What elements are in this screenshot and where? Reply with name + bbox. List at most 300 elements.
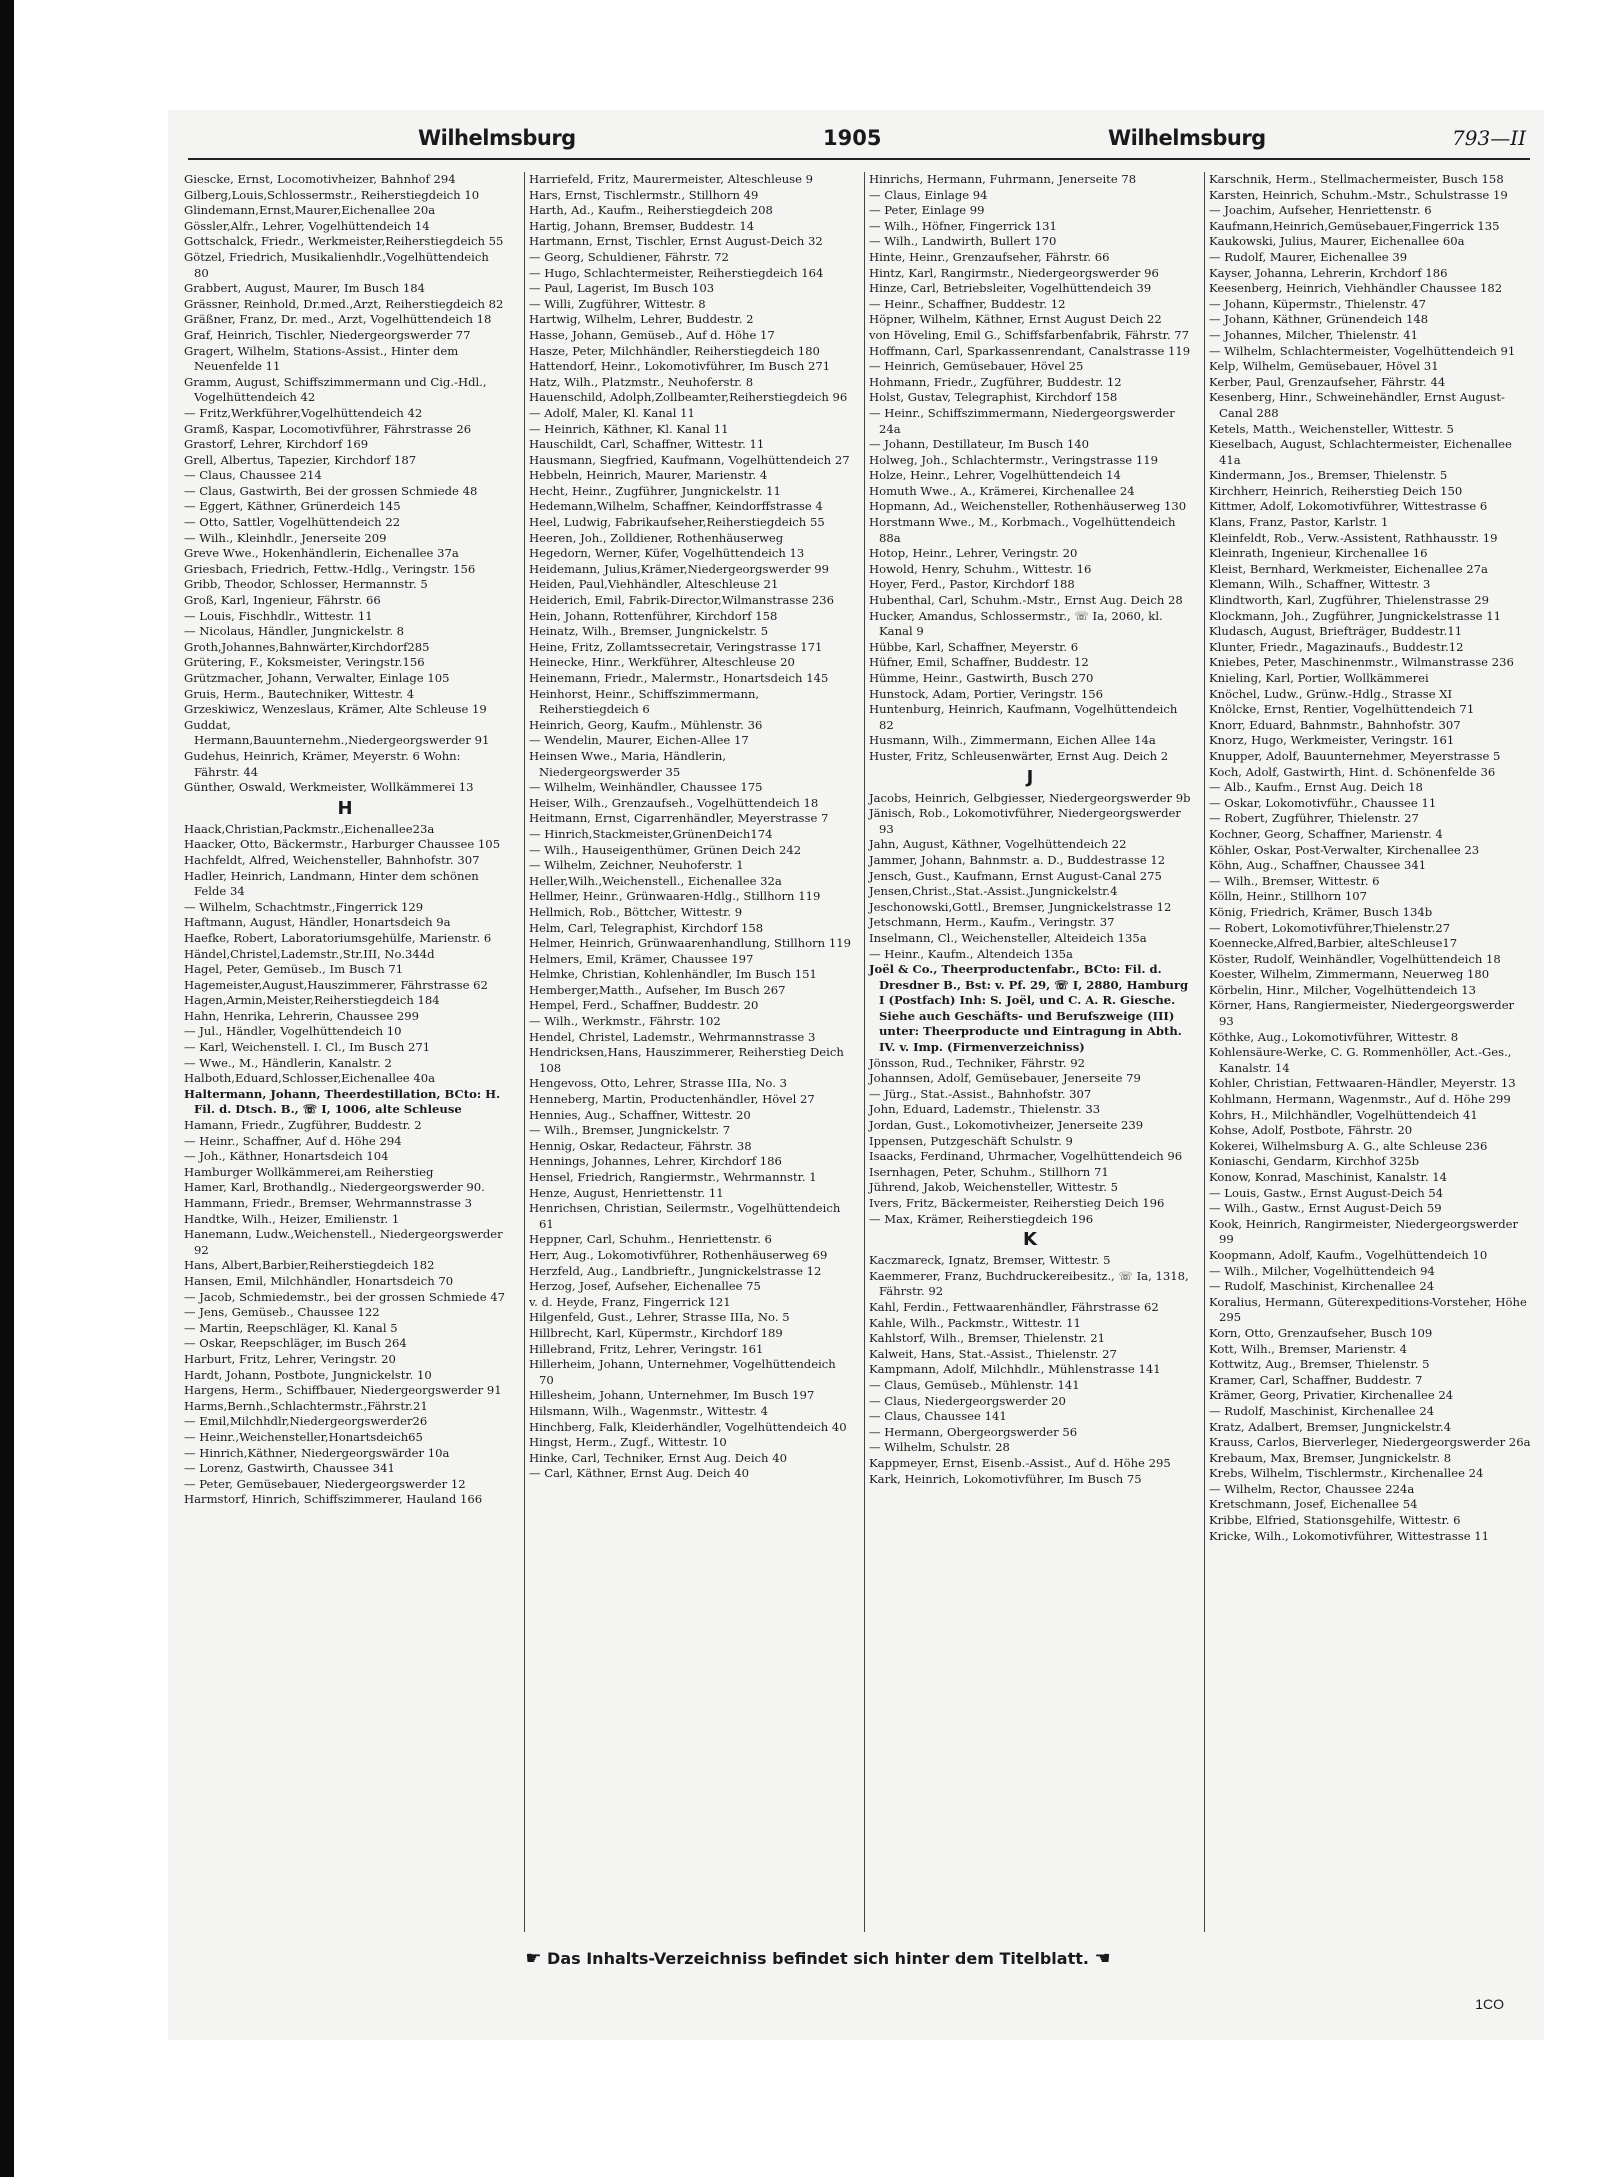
directory-entry: — Claus, Gemüseb., Mühlenstr. 141 <box>869 1377 1080 1392</box>
directory-entry: Jührend, Jakob, Weichensteller, Wittestr. 5 <box>869 1180 1119 1195</box>
directory-entry: Hamburger Wollkämmerei,am Reiherstieg <box>184 1164 434 1179</box>
directory-entry: — Wilhelm, Schulstr. 28 <box>869 1440 1010 1455</box>
directory-entry: Kahle, Wilh., Packmstr., Wittestr. 11 <box>869 1315 1081 1330</box>
directory-entry: Klans, Franz, Pastor, Karlstr. 1 <box>1209 515 1389 530</box>
directory-entry: Harriefeld, Fritz, Maurermeister, Alteschleuse 9 <box>529 172 814 186</box>
directory-entry: Isernhagen, Peter, Schuhm., Stillhorn 71 <box>869 1164 1109 1179</box>
directory-entry: — Emil,Milchhdlr,Niedergeorgswerder26 <box>184 1414 428 1429</box>
directory-entry: Hillesheim, Johann, Unternehmer, Im Busch 197 <box>529 1388 815 1403</box>
directory-entry: Ketels, Matth., Weichensteller, Wittestr. 5 <box>1209 421 1454 436</box>
directory-entry: Husmann, Wilh., Zimmermann, Eichen Allee 14a <box>869 733 1156 748</box>
directory-entry: Helmers, Emil, Krämer, Chaussee 197 <box>529 951 754 966</box>
directory-entry: Klunter, Friedr., Magazinaufs., Buddestr.12 <box>1209 639 1464 654</box>
directory-entry: Köhn, Aug., Schaffner, Chaussee 341 <box>1209 858 1427 873</box>
directory-entry: Hellmer, Heinr., Grünwaaren-Hdlg., Stillhorn 119 <box>529 889 821 904</box>
directory-entry: Koester, Wilhelm, Zimmermann, Neuerweg 180 <box>1209 967 1490 982</box>
directory-entry: Hemberger,Matth., Aufseher, Im Busch 267 <box>529 982 786 997</box>
directory-entry: Krebaum, Max, Bremser, Jungnickelstr. 8 <box>1209 1450 1452 1465</box>
directory-entry: — Wilh., Höfner, Fingerrick 131 <box>869 218 1057 233</box>
directory-entry: — Hinrich,Käthner, Niedergeorgswärder 10a <box>184 1445 450 1460</box>
directory-entry: — Rudolf, Maschinist, Kirchenallee 24 <box>1209 1279 1435 1294</box>
directory-entry: Hillebrand, Fritz, Lehrer, Veringstr. 161 <box>529 1341 764 1356</box>
directory-entry: Halboth,Eduard,Schlosser,Eichenallee 40a <box>184 1071 436 1086</box>
directory-entry: Grützmacher, Johann, Verwalter, Einlage 105 <box>184 671 450 685</box>
directory-entry: Köhler, Oskar, Post-Verwalter, Kirchenallee 23 <box>1209 842 1480 857</box>
directory-entry: Götzel, Friedrich, Musikalienhdlr.,Vogelhüttendeich 80 <box>184 249 489 280</box>
directory-entry: — Rudolf, Maurer, Eichenallee 39 <box>1209 249 1408 264</box>
directory-entry: Henrichsen, Christian, Seilermstr., Vogelhüttendeich 61 <box>529 1201 841 1231</box>
directory-entry: Holweg, Joh., Schlachtermstr., Veringstrasse 119 <box>869 452 1158 467</box>
directory-entry: Huster, Fritz, Schleusenwärter, Ernst Aug. Deich 2 <box>869 748 1169 763</box>
directory-entry: Hengevoss, Otto, Lehrer, Strasse IIIa, No. 3 <box>529 1076 787 1091</box>
directory-entry: — Wilh., Hauseigenthümer, Grünen Deich 242 <box>529 842 802 857</box>
directory-entry: — Wilh., Bremser, Wittestr. 6 <box>1209 873 1380 888</box>
header-place-left: Wilhelmsburg <box>418 126 576 150</box>
directory-entry: Hardt, Johann, Postbote, Jungnickelstr. 10 <box>184 1367 432 1382</box>
directory-entry: Heinecke, Hinr., Werkführer, Alteschleuse 20 <box>529 655 795 670</box>
directory-entry: Kretschmann, Josef, Eichenallee 54 <box>1209 1497 1418 1512</box>
directory-entry: Kahl, Ferdin., Fettwaarenhändler, Fährstrasse 62 <box>869 1299 1159 1314</box>
directory-entry: — Peter, Gemüsebauer, Niedergeorgswerder 12 <box>184 1476 466 1491</box>
directory-entry: Heinemann, Friedr., Malermstr., Honartsdeich 145 <box>529 671 829 685</box>
directory-entry: Krauss, Carlos, Bierverleger, Niedergeorgswerder 26a <box>1209 1435 1531 1450</box>
section-letter: K <box>1023 1229 1037 1251</box>
directory-entry: Hintz, Karl, Rangirmstr., Niedergeorgswerder 96 <box>869 265 1159 280</box>
pointing-hand-icon: ☛ <box>525 1948 542 1969</box>
directory-entry: Jeschonowski,Gottl., Bremser, Jungnickelstrasse 12 <box>869 899 1172 914</box>
directory-entry: Heller,Wilh.,Weichenstell., Eichenallee 32a <box>529 873 782 888</box>
directory-entry: — Claus, Niedergeorgswerder 20 <box>869 1393 1066 1408</box>
directory-entry: Kirchherr, Heinrich, Reiherstieg Deich 150 <box>1209 483 1463 498</box>
directory-entry: — Peter, Einlage 99 <box>869 203 985 218</box>
directory-entry: Haacker, Otto, Bäckermstr., Harburger Chaussee 105 <box>184 837 501 852</box>
directory-entry: Hunstock, Adam, Portier, Veringstr. 156 <box>869 686 1103 701</box>
directory-entry: Jammer, Johann, Bahnmstr. a. D., Buddestrasse 12 <box>869 852 1166 867</box>
directory-entry: Höpner, Wilhelm, Käthner, Ernst August Deich 22 <box>869 312 1162 327</box>
directory-entry: Gottschalck, Friedr., Werkmeister,Reiherstiegdeich 55 <box>184 234 504 249</box>
directory-entry: Gudehus, Heinrich, Krämer, Meyerstr. 6 Wohn: Fährstr. 44 <box>184 748 461 779</box>
directory-entry: Inselmann, Cl., Weichensteller, Alteideich 135a <box>869 930 1147 945</box>
directory-entry: — Martin, Reepschläger, Kl. Kanal 5 <box>184 1320 398 1335</box>
directory-entry: — Claus, Einlage 94 <box>869 187 988 202</box>
directory-entry: Glindemann,Ernst,Maurer,Eichenallee 20a <box>184 203 436 218</box>
directory-entry: Heiderich, Emil, Fabrik-Director,Wilmanstrasse 236 <box>529 593 834 608</box>
directory-entry: Kampmann, Adolf, Milchhdlr., Mühlenstrasse 141 <box>869 1362 1161 1377</box>
directory-entry: Hingst, Herm., Zugf., Wittestr. 10 <box>529 1435 727 1450</box>
directory-entry: Heinhorst, Heinr., Schiffszimmermann, Reiherstiegdeich 6 <box>529 686 760 717</box>
directory-entry: Köster, Rudolf, Weinhändler, Vogelhüttendeich 18 <box>1209 951 1501 966</box>
directory-entry: Koniaschi, Gendarm, Kirchhof 325b <box>1209 1154 1420 1169</box>
directory-entry: Grastorf, Lehrer, Kirchdorf 169 <box>184 437 369 452</box>
directory-entry: Gilberg,Louis,Schlossermstr., Reiherstiegdeich 10 <box>184 187 480 202</box>
directory-entry: Heine, Fritz, Zollamtssecretair, Veringstrasse 171 <box>529 639 823 654</box>
directory-entry: — Wilhelm, Zeichner, Neuhoferstr. 1 <box>529 858 744 873</box>
directory-entry: Kratz, Adalbert, Bremser, Jungnickelstr.4 <box>1209 1419 1452 1434</box>
directory-entry: Heeren, Joh., Zolldiener, Rothenhäuserweg <box>529 530 784 545</box>
directory-entry: — Wendelin, Maurer, Eichen-Allee 17 <box>529 733 749 748</box>
directory-entry: Heidemann, Julius,Krämer,Niedergeorgswerder 99 <box>529 561 830 576</box>
directory-entry: Hadler, Heinrich, Landmann, Hinter dem schönen Felde 34 <box>184 868 479 899</box>
directory-entry: Haefke, Robert, Laboratoriumsgehülfe, Marienstr. 6 <box>184 930 492 945</box>
directory-entry: — Claus, Chaussee 141 <box>869 1409 1007 1424</box>
directory-entry: Knorz, Hugo, Werkmeister, Veringstr. 161 <box>1209 733 1455 748</box>
directory-entry: Hachfeldt, Alfred, Weichensteller, Bahnhofstr. 307 <box>184 852 480 867</box>
directory-entry: Kieselbach, August, Schlachtermeister, Eichenallee 41a <box>1209 437 1512 467</box>
directory-entry: — Claus, Chaussee 214 <box>184 468 322 483</box>
directory-entry: — Fritz,Werkführer,Vogelhüttendeich 42 <box>184 405 423 420</box>
directory-entry: Hauschildt, Carl, Schaffner, Wittestr. 11 <box>529 437 765 452</box>
directory-entry: Hinrichs, Hermann, Fuhrmann, Jenerseite 78 <box>869 172 1137 186</box>
directory-entry: Hoyer, Ferd., Pastor, Kirchdorf 188 <box>869 577 1075 592</box>
directory-entry: Jacobs, Heinrich, Gelbgiesser, Niedergeorgswerder 9b <box>869 790 1191 805</box>
directory-entry: Kleist, Bernhard, Werkmeister, Eichenallee 27a <box>1209 561 1488 576</box>
directory-entry: Körbelin, Hinr., Milcher, Vogelhüttendeich 13 <box>1209 982 1477 997</box>
directory-entry: Hargens, Herm., Schiffbauer, Niedergeorgswerder 91 <box>184 1383 502 1398</box>
directory-entry: Kleinfeldt, Rob., Verw.-Assistent, Rathhausstr. 19 <box>1209 530 1498 545</box>
directory-entry: Heiser, Wilh., Grenzaufseh., Vogelhüttendeich 18 <box>529 795 819 810</box>
directory-entry: Kohrs, H., Milchhändler, Vogelhüttendeich 41 <box>1209 1107 1478 1122</box>
directory-entry: Hedemann,Wilhelm, Schaffner, Keindorffstrasse 4 <box>529 499 823 514</box>
directory-entry: Knorr, Eduard, Bahnmstr., Bahnhofstr. 307 <box>1209 717 1461 732</box>
directory-entry: Heinatz, Wilh., Bremser, Jungnickelstr. 5 <box>529 624 769 639</box>
directory-entry: Hinze, Carl, Betriebsleiter, Vogelhüttendeich 39 <box>869 281 1152 296</box>
directory-entry: Händel,Christel,Lademstr.,Str.III, No.344d <box>184 946 435 961</box>
directory-entry: — Heinr., Schaffner, Auf d. Höhe 294 <box>184 1133 402 1148</box>
directory-entry: Köthke, Aug., Lokomotivführer, Wittestr. 8 <box>1209 1029 1459 1044</box>
directory-entry: Hammann, Friedr., Bremser, Wehrmannstrasse 3 <box>184 1196 473 1210</box>
directory-entry: Kaufmann,Heinrich,Gemüsebauer,Fingerrick 135 <box>1209 218 1500 233</box>
directory-entry: Kindermann, Jos., Bremser, Thielenstr. 5 <box>1209 468 1448 483</box>
directory-entry: Joël & Co., Theerproductenfabr., BCto: Fil. d. Dresdner B., Bst: v. Pf. 29, ☏ I, 2880, Hamburg I (Postfach) Inh: S. Joël, und C. A. R. Giesche. Siehe auch Geschäfts- und Berufszweige (III) unter: Theerproducte und Eintragung in Abth. IV. v. Imp. (Firmenverzeichniss) <box>869 962 1189 1055</box>
directory-entry: Gragert, Wilhelm, Stations-Assist., Hinter dem Neuenfelde 11 <box>184 343 459 374</box>
directory-entry: — Wilhelm, Weinhändler, Chaussee 175 <box>529 780 763 795</box>
directory-entry: Haftmann, August, Händler, Honartsdeich 9a <box>184 915 451 930</box>
directory-entry: Hillbrecht, Karl, Küpermstr., Kirchdorf 189 <box>529 1325 783 1340</box>
directory-entry: Hagemeister,August,Hauszimmerer, Fährstrasse 62 <box>184 977 488 992</box>
scan-border <box>0 0 14 2177</box>
directory-entry: Hucker, Amandus, Schlossermstr., ☏ Ia, 2060, kl. Kanal 9 <box>869 608 1163 639</box>
directory-entry: — Hermann, Obergeorgswerder 56 <box>869 1424 1078 1439</box>
directory-entry: Howold, Henry, Schuhm., Wittestr. 16 <box>869 561 1092 576</box>
directory-entry: Jensch, Gust., Kaufmann, Ernst August-Canal 275 <box>869 868 1162 883</box>
directory-entry: — Johann, Käthner, Grünendeich 148 <box>1209 312 1429 327</box>
directory-entry: Heinrich, Georg, Kaufm., Mühlenstr. 36 <box>529 717 763 732</box>
directory-entry: Kohlmann, Hermann, Wagenmstr., Auf d. Höhe 299 <box>1209 1092 1511 1107</box>
directory-entry: Keesenberg, Heinrich, Viehhändler Chaussee 182 <box>1209 281 1503 296</box>
directory-entry: Grell, Albertus, Tapezier, Kirchdorf 187 <box>184 452 417 467</box>
running-header <box>188 124 1530 160</box>
directory-entry: Hüfner, Emil, Schaffner, Buddestr. 12 <box>869 655 1089 670</box>
directory-entry: — Heinr., Schaffner, Buddestr. 12 <box>869 296 1066 311</box>
directory-entry: Kohler, Christian, Fettwaaren-Händler, Meyerstr. 13 <box>1209 1076 1516 1091</box>
directory-entry: — Max, Krämer, Reiherstiegdeich 196 <box>869 1211 1094 1226</box>
directory-entry: — Otto, Sattler, Vogelhüttendeich 22 <box>184 515 401 530</box>
directory-entry: Ivers, Fritz, Bäckermeister, Reiherstieg Deich 196 <box>869 1196 1165 1210</box>
directory-entry: Griesbach, Friedrich, Fettw.-Hdlg., Veringstr. 156 <box>184 561 476 576</box>
directory-entry: Isaacks, Ferdinand, Uhrmacher, Vogelhüttendeich 96 <box>869 1149 1183 1164</box>
directory-entry: Hasse, Johann, Gemüseb., Auf d. Höhe 17 <box>529 327 775 342</box>
pointing-hand-icon: ☚ <box>1094 1948 1111 1969</box>
directory-entry: Heel, Ludwig, Fabrikaufseher,Reiherstiegdeich 55 <box>529 515 825 530</box>
directory-entry: Jänisch, Rob., Lokomotivführer, Niedergeorgswerder 93 <box>869 806 1181 836</box>
directory-entry: Hennings, Johannes, Lehrer, Kirchdorf 186 <box>529 1154 782 1169</box>
directory-entry: — Louis, Gastw., Ernst August-Deich 54 <box>1209 1185 1444 1200</box>
section-letter: H <box>337 797 353 819</box>
directory-entry: Greve Wwe., Hokenhändlerin, Eichenallee 37a <box>184 546 459 561</box>
directory-entry: Gruis, Herm., Bautechniker, Wittestr. 4 <box>184 686 415 701</box>
directory-entry: — Hugo, Schlachtermeister, Reiherstiegdeich 164 <box>529 265 824 280</box>
directory-entry: Henneberg, Martin, Productenhändler, Hövel 27 <box>529 1092 815 1107</box>
directory-entry: Hubenthal, Carl, Schuhm.-Mstr., Ernst Aug. Deich 28 <box>869 593 1183 608</box>
directory-entry: — Heinr., Kaufm., Altendeich 135a <box>869 946 1073 961</box>
directory-entry: Hartig, Johann, Bremser, Buddestr. 14 <box>529 218 755 233</box>
directory-entry: Hanemann, Ludw.,Weichenstell., Niedergeorgswerder 92 <box>184 1227 503 1257</box>
directory-entry: Kokerei, Wilhelmsburg A. G., alte Schleuse 236 <box>1209 1138 1488 1153</box>
directory-entry: Hohmann, Friedr., Zugführer, Buddestr. 12 <box>869 374 1122 389</box>
directory-entry: Harms,Bernh.,Schlachtermstr.,Fährstr.21 <box>184 1398 428 1413</box>
directory-entry: Gräßner, Franz, Dr. med., Arzt, Vogelhüttendeich 18 <box>184 312 492 327</box>
directory-entry: Herr, Aug., Lokomotivführer, Rothenhäuserweg 69 <box>529 1247 828 1262</box>
directory-entry: Hempel, Ferd., Schaffner, Buddestr. 20 <box>529 998 759 1013</box>
directory-entry: — Robert, Zugführer, Thielenstr. 27 <box>1209 811 1419 826</box>
directory-entry: — Johann, Destillateur, Im Busch 140 <box>869 437 1089 452</box>
directory-entry: — Wilh., Werkmstr., Fährstr. 102 <box>529 1014 721 1029</box>
directory-entry: John, Eduard, Lademstr., Thielenstr. 33 <box>869 1102 1101 1117</box>
directory-entry: Herzfeld, Aug., Landbrieftr., Jungnickelstrasse 12 <box>529 1263 822 1278</box>
directory-entry: Kölln, Heinr., Stillhorn 107 <box>1209 889 1368 904</box>
directory-entry: — Hinrich,Stackmeister,GrünenDeich174 <box>529 826 773 841</box>
directory-entry: Handtke, Wilh., Heizer, Emilienstr. 1 <box>184 1211 400 1226</box>
directory-entry: — Wilh., Milcher, Vogelhüttendeich 94 <box>1209 1263 1435 1278</box>
directory-entry: Klockmann, Joh., Zugführer, Jungnickelstrasse 11 <box>1209 608 1501 623</box>
directory-entry: Knupper, Adolf, Bauunternehmer, Meyerstrasse 5 <box>1209 748 1501 763</box>
directory-entry: Holze, Heinr., Lehrer, Vogelhüttendeich 14 <box>869 468 1121 483</box>
directory-entry: — Louis, Fischhdlr., Wittestr. 11 <box>184 608 373 623</box>
directory-entry: Helm, Carl, Telegraphist, Kirchdorf 158 <box>529 920 764 935</box>
directory-entry: Hagel, Peter, Gemüseb., Im Busch 71 <box>184 962 404 977</box>
directory-entry: Jensen,Christ.,Stat.-Assist.,Jungnickelstr.4 <box>869 884 1118 899</box>
directory-entry: — Joh., Käthner, Honartsdeich 104 <box>184 1149 389 1164</box>
directory-entry: Hebbeln, Heinrich, Maurer, Marienstr. 4 <box>529 468 768 483</box>
column-3 <box>864 172 1191 1932</box>
directory-entry: — Robert, Lokomotivführer,Thielenstr.27 <box>1209 920 1451 935</box>
directory-entry: Hasze, Peter, Milchhändler, Reiherstiegdeich 180 <box>529 343 820 358</box>
directory-entry: — Georg, Schuldiener, Fährstr. 72 <box>529 249 729 264</box>
directory-entry: Haltermann, Johann, Theerdestillation, BCto: H. Fil. d. Dtsch. B., ☏ I, 1006, alte Schleuse <box>184 1086 501 1117</box>
directory-entry: Grzeskiwicz, Wenzeslaus, Krämer, Alte Schleuse 19 <box>184 702 487 717</box>
directory-entry: — Jul., Händler, Vogelhüttendeich 10 <box>184 1024 402 1039</box>
directory-entry: — Wilhelm, Schlachtermeister, Vogelhüttendeich 91 <box>1209 343 1516 358</box>
directory-entry: Konow, Konrad, Maschinist, Kanalstr. 14 <box>1209 1170 1447 1184</box>
directory-entry: Hattendorf, Heinr., Lokomotivführer, Im Busch 271 <box>529 359 831 374</box>
directory-entry: — Wilhelm, Schachtmstr.,Fingerrick 129 <box>184 899 424 914</box>
directory-entry: Homuth Wwe., A., Krämerei, Kirchenallee 24 <box>869 483 1135 498</box>
directory-entry: — Heinr.,Weichensteller,Honartsdeich65 <box>184 1429 423 1444</box>
directory-entry: Korn, Otto, Grenzaufseher, Busch 109 <box>1209 1325 1433 1340</box>
directory-entry: Kott, Wilh., Bremser, Marienstr. 4 <box>1209 1341 1408 1356</box>
directory-entry: Hagen,Armin,Meister,Reiherstiegdeich 184 <box>184 993 440 1008</box>
column-1 <box>184 172 506 1932</box>
directory-entry: Hars, Ernst, Tischlermstr., Stillhorn 49 <box>529 187 759 202</box>
directory-entry: Hahn, Henrika, Lehrerin, Chaussee 299 <box>184 1008 419 1023</box>
directory-entry: Groß, Karl, Ingenieur, Fährstr. 66 <box>184 593 381 608</box>
directory-entry: Harmstorf, Hinrich, Schiffszimmerer, Hauland 166 <box>184 1492 483 1507</box>
directory-entry: Karsten, Heinrich, Schuhm.-Mstr., Schulstrasse 19 <box>1209 187 1508 202</box>
directory-entry: — Jacob, Schmiedemstr., bei der grossen Schmiede 47 <box>184 1289 506 1304</box>
directory-entry: Kaczmareck, Ignatz, Bremser, Wittestr. 5 <box>869 1253 1111 1268</box>
directory-entry: — Willi, Zugführer, Wittestr. 8 <box>529 296 706 311</box>
directory-entry: Holst, Gustav, Telegraphist, Kirchdorf 158 <box>869 390 1118 405</box>
directory-entry: Kribbe, Elfried, Stationsgehilfe, Wittestr. 6 <box>1209 1513 1461 1528</box>
directory-entry: Jahn, August, Käthner, Vogelhüttendeich 22 <box>869 837 1127 852</box>
directory-entry: Kricke, Wilh., Lokomotivführer, Wittestrasse 11 <box>1209 1528 1490 1543</box>
directory-entry: Karschnik, Herm., Stellmachermeister, Busch 158 <box>1209 172 1504 186</box>
directory-entry: Hatz, Wilh., Platzmstr., Neuhoferstr. 8 <box>529 374 754 389</box>
directory-entry: Hilsmann, Wilh., Wagenmstr., Wittestr. 4 <box>529 1403 769 1418</box>
directory-entry: — Wilh., Gastw., Ernst August-Deich 59 <box>1209 1201 1442 1216</box>
directory-entry: Johannsen, Adolf, Gemüsebauer, Jenerseite 79 <box>869 1071 1141 1086</box>
directory-entry: Haack,Christian,Packmstr.,Eichenallee23a <box>184 821 435 836</box>
directory-entry: Heinsen Wwe., Maria, Händlerin, Niedergeorgswerder 35 <box>529 748 727 779</box>
directory-entry: Hendel, Christel, Lademstr., Wehrmannstrasse 3 <box>529 1029 816 1044</box>
directory-entry: Kaemmerer, Franz, Buchdruckereibesitz., ☏ Ia, 1318, Fährstr. 92 <box>869 1268 1189 1299</box>
directory-entry: Giescke, Ernst, Locomotivheizer, Bahnhof 294 <box>184 172 456 186</box>
directory-entry: Klindtworth, Karl, Zugführer, Thielenstrasse 29 <box>1209 593 1490 608</box>
directory-entry: Klemann, Wilh., Schaffner, Wittestr. 3 <box>1209 577 1431 592</box>
directory-entry: Kramer, Carl, Schaffner, Buddestr. 7 <box>1209 1372 1423 1387</box>
directory-entry: Heitmann, Ernst, Cigarrenhändler, Meyerstrasse 7 <box>529 811 829 826</box>
directory-entry: — Oskar, Lokomotivführ., Chaussee 11 <box>1209 795 1437 810</box>
directory-entry: Koopmann, Adolf, Kaufm., Vogelhüttendeich 10 <box>1209 1247 1488 1262</box>
directory-entry: Helmer, Heinrich, Grünwaarenhandlung, Stillhorn 119 <box>529 936 851 951</box>
directory-entry: Kniebes, Peter, Maschinenmstr., Wilmanstrasse 236 <box>1209 655 1514 670</box>
directory-entry: — Heinr., Schiffszimmermann, Niedergeorgswerder 24a <box>869 405 1175 436</box>
directory-entry: — Claus, Gastwirth, Bei der grossen Schmiede 48 <box>184 483 478 498</box>
directory-entry: Kochner, Georg, Schaffner, Marienstr. 4 <box>1209 826 1443 841</box>
directory-entry: Hillerheim, Johann, Unternehmer, Vogelhüttendeich 70 <box>529 1357 836 1387</box>
directory-entry: Huntenburg, Heinrich, Kaufmann, Vogelhüttendeich 82 <box>869 702 1178 732</box>
directory-entry: Hennig, Oskar, Redacteur, Fährstr. 38 <box>529 1138 752 1153</box>
directory-entry: Kittmer, Adolf, Lokomotivführer, Wittestrasse 6 <box>1209 499 1488 514</box>
directory-entry: — Rudolf, Maschinist, Kirchenallee 24 <box>1209 1403 1435 1418</box>
directory-entry: Hans, Albert,Barbier,Reiherstiegdeich 182 <box>184 1258 435 1273</box>
directory-entry: König, Friedrich, Krämer, Busch 134b <box>1209 904 1433 919</box>
directory-entry: Kahlstorf, Wilh., Bremser, Thielenstr. 21 <box>869 1331 1105 1346</box>
directory-entry: Hecht, Heinr., Zugführer, Jungnickelstr. 11 <box>529 483 781 498</box>
directory-entry: Kottwitz, Aug., Bremser, Thielenstr. 5 <box>1209 1357 1430 1372</box>
directory-entry: Kelp, Wilhelm, Gemüsebauer, Hövel 31 <box>1209 359 1439 374</box>
directory-entry: — Lorenz, Gastwirth, Chaussee 341 <box>184 1461 395 1476</box>
directory-entry: Heiden, Paul,Viehhändler, Alteschleuse 21 <box>529 577 779 592</box>
directory-entry: Hümme, Heinr., Gastwirth, Busch 270 <box>869 671 1094 685</box>
directory-entry: — Alb., Kaufm., Ernst Aug. Deich 18 <box>1209 780 1423 795</box>
directory-entry: Hotop, Heinr., Lehrer, Veringstr. 20 <box>869 546 1078 561</box>
directory-entry: Hegedorn, Werner, Küfer, Vogelhüttendeich 13 <box>529 546 805 561</box>
column-2 <box>524 172 851 1932</box>
directory-entry: — Jens, Gemüseb., Chaussee 122 <box>184 1305 380 1320</box>
directory-entry: Kludasch, August, Briefträger, Buddestr.11 <box>1209 624 1463 639</box>
directory-entry: — Johann, Küpermstr., Thielenstr. 47 <box>1209 296 1427 311</box>
directory-entry: Hopmann, Ad., Weichensteller, Rothenhäuserweg 130 <box>869 499 1187 514</box>
directory-entry: — Wwe., M., Händlerin, Kanalstr. 2 <box>184 1055 392 1070</box>
directory-entry: Koralius, Hermann, Güterexpeditions-Vorsteher, Höhe 295 <box>1209 1294 1527 1325</box>
directory-entry: — Adolf, Maler, Kl. Kanal 11 <box>529 405 695 420</box>
directory-entry: Gramß, Kaspar, Locomotivführer, Fährstrasse 26 <box>184 421 472 436</box>
directory-entry: Jönsson, Rud., Techniker, Fährstr. 92 <box>869 1055 1086 1070</box>
column-4 <box>1204 172 1531 1932</box>
directory-entry: Kohse, Adolf, Postbote, Fährstr. 20 <box>1209 1123 1413 1138</box>
header-place-right: Wilhelmsburg <box>1108 126 1266 150</box>
directory-entry: Kleinrath, Ingenieur, Kirchenallee 16 <box>1209 546 1428 561</box>
directory-entry: Grässner, Reinhold, Dr.med.,Arzt, Reiherstiegdeich 82 <box>184 296 504 311</box>
directory-entry: Jordan, Gust., Lokomotivheizer, Jenerseite 239 <box>869 1118 1144 1133</box>
directory-entry: Kesenberg, Hinr., Schweinehändler, Ernst August-Canal 288 <box>1209 390 1505 420</box>
directory-entry: Hinte, Heinr., Grenzaufseher, Fährstr. 66 <box>869 249 1110 264</box>
directory-entry: Gribb, Theodor, Schlosser, Hermannstr. 5 <box>184 577 428 592</box>
directory-entry: Kaukowski, Julius, Maurer, Eichenallee 60a <box>1209 234 1465 249</box>
directory-entry: Hein, Johann, Rottenführer, Kirchdorf 158 <box>529 608 778 623</box>
directory-entry: Krämer, Georg, Privatier, Kirchenallee 24 <box>1209 1388 1454 1403</box>
directory-entry: — Joachim, Aufseher, Henriettenstr. 6 <box>1209 203 1432 218</box>
footer-note <box>368 1948 1268 1969</box>
directory-entry: Hendricksen,Hans, Hauszimmerer, Reiherstieg Deich 108 <box>529 1045 844 1075</box>
directory-entry: Grabbert, August, Maurer, Im Busch 184 <box>184 281 425 296</box>
directory-entry: — Carl, Käthner, Ernst Aug. Deich 40 <box>529 1466 750 1481</box>
directory-entry: Hinchberg, Falk, Kleiderhändler, Vogelhüttendeich 40 <box>529 1419 847 1434</box>
directory-entry: Knöchel, Ludw., Grünw.-Hdlg., Strasse XI <box>1209 686 1453 701</box>
footer-page-number: 1CO <box>1475 1996 1504 2012</box>
directory-entry: Krebs, Wilhelm, Tischlermstr., Kirchenallee 24 <box>1209 1466 1484 1481</box>
directory-entry: Knieling, Karl, Portier, Wollkämmerei <box>1209 671 1429 685</box>
directory-entry: Hausmann, Siegfried, Kaufmann, Vogelhüttendeich 27 <box>529 452 850 467</box>
directory-entry: — Paul, Lagerist, Im Busch 103 <box>529 281 715 296</box>
directory-page <box>168 110 1544 2040</box>
directory-entry: — Eggert, Käthner, Grünerdeich 145 <box>184 499 401 514</box>
directory-entry: Günther, Oswald, Werkmeister, Wollkämmerei 13 <box>184 780 474 795</box>
directory-entry: Horstmann Wwe., M., Korbmach., Vogelhüttendeich 88a <box>869 515 1176 545</box>
directory-entry: Körner, Hans, Rangiermeister, Niedergeorgswerder 93 <box>1209 998 1515 1029</box>
directory-entry: Kerber, Paul, Grenzaufseher, Fährstr. 44 <box>1209 374 1446 389</box>
directory-entry: Herzog, Josef, Aufseher, Eichenallee 75 <box>529 1279 761 1294</box>
directory-entry: Harburt, Fritz, Lehrer, Veringstr. 20 <box>184 1351 396 1366</box>
directory-entry: Koennecke,Alfred,Barbier, alteSchleuse17 <box>1209 936 1458 951</box>
directory-entry: — Wilh., Kleinhdlr., Jenerseite 209 <box>184 530 387 545</box>
directory-entry: — Heinrich, Gemüsebauer, Hövel 25 <box>869 359 1084 374</box>
directory-entry: v. d. Heyde, Franz, Fingerrick 121 <box>529 1294 731 1309</box>
directory-entry: Henze, August, Henriettenstr. 11 <box>529 1185 724 1200</box>
directory-entry: von Höveling, Emil G., Schiffsfarbenfabrik, Fährstr. 77 <box>869 327 1190 342</box>
entry-columns <box>184 172 1530 1932</box>
directory-entry: Guddat, Hermann,Bauunternehm.,Niedergeorgswerder 91 <box>184 717 490 748</box>
header-page-number: 793—II <box>1452 126 1526 150</box>
directory-entry: — Wilhelm, Rector, Chaussee 224a <box>1209 1481 1415 1496</box>
directory-entry: — Wilh., Bremser, Jungnickelstr. 7 <box>529 1123 731 1138</box>
directory-entry: Kohlensäure-Werke, C. G. Rommenhöller, Act.-Ges., Kanalstr. 14 <box>1209 1045 1512 1075</box>
section-letter: J <box>1026 766 1034 788</box>
directory-entry: Heppner, Carl, Schuhm., Henriettenstr. 6 <box>529 1232 772 1247</box>
directory-entry: Hamer, Karl, Brothandlg., Niedergeorgswerder 90. <box>184 1180 485 1195</box>
directory-entry: Gramm, August, Schiffszimmermann und Cig.-Hdl., Vogelhüttendeich 42 <box>184 374 487 405</box>
directory-entry: Jetschmann, Herm., Kaufm., Veringstr. 37 <box>869 915 1115 930</box>
directory-entry: Graf, Heinrich, Tischler, Niedergeorgswerder 77 <box>184 327 471 342</box>
directory-entry: Hilgenfeld, Gust., Lehrer, Strasse IIIa, No. 5 <box>529 1310 790 1325</box>
footer-note-text: Das Inhalts-Verzeichniss befindet sich hinter dem Titelblatt. <box>547 1949 1089 1968</box>
directory-entry: Kook, Heinrich, Rangirmeister, Niedergeorgswerder 99 <box>1209 1216 1519 1247</box>
directory-entry: Kark, Heinrich, Lokomotivführer, Im Busch 75 <box>869 1471 1142 1486</box>
directory-entry: — Wilh., Landwirth, Bullert 170 <box>869 234 1057 249</box>
directory-entry: Hartmann, Ernst, Tischler, Ernst August-Deich 32 <box>529 234 823 249</box>
directory-entry: Kappmeyer, Ernst, Eisenb.-Assist., Auf d. Höhe 295 <box>869 1455 1171 1470</box>
